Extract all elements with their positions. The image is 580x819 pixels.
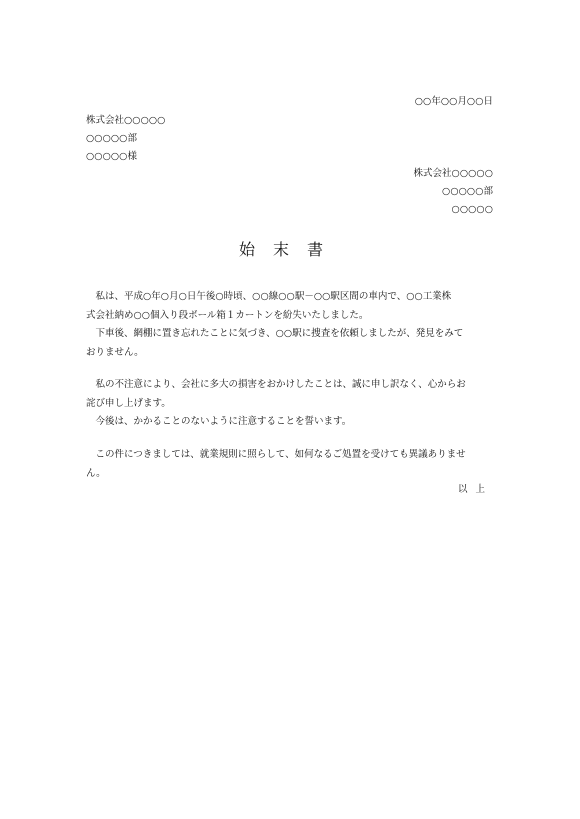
body-line: 下車後、網棚に置き忘れたことに気づき、○○駅に捜査を依頼しましたが、発見をみて <box>86 328 464 339</box>
body-paragraph-3 <box>86 446 496 483</box>
sender-department: ○○○○○部 <box>442 186 493 197</box>
body-line: 私は、平成○年○月○日午後○時頃、○○線○○駅－○○駅区間の車内で、○○工業株 <box>86 291 452 302</box>
body-line: 詫び申し上げます。 <box>86 397 171 409</box>
recipient-department: ○○○○○部 <box>86 133 137 144</box>
closing-word: 以上 <box>457 484 493 495</box>
sender-company: 株式会社○○○○○ <box>413 168 493 179</box>
document-title: 始末書 <box>238 240 341 259</box>
body-line: ん。 <box>86 467 106 479</box>
body-line: 今後は、かかることのないように注意することを誓います。 <box>86 416 352 427</box>
recipient-name: ○○○○○様 <box>86 151 137 162</box>
body-paragraph-2 <box>86 376 496 432</box>
body-paragraph-1 <box>86 288 496 362</box>
body-line: この件につきましては、就業規則に照らして、如何なるご処置を受けても異議ありませ <box>86 449 466 460</box>
recipient-company: 株式会社○○○○○ <box>86 115 166 126</box>
body-line: おりません。 <box>86 346 144 358</box>
sender-name: ○○○○○ <box>451 204 493 215</box>
body-line: 私の不注意により、会社に多大の損害をおかけしたことは、誠に申し訳なく、心からお <box>86 379 466 390</box>
document-date: ○○年○○月○○日 <box>414 96 493 107</box>
body-line: 式会社納め○○個入り段ボール箱１カートンを紛失いたしました。 <box>86 309 369 321</box>
